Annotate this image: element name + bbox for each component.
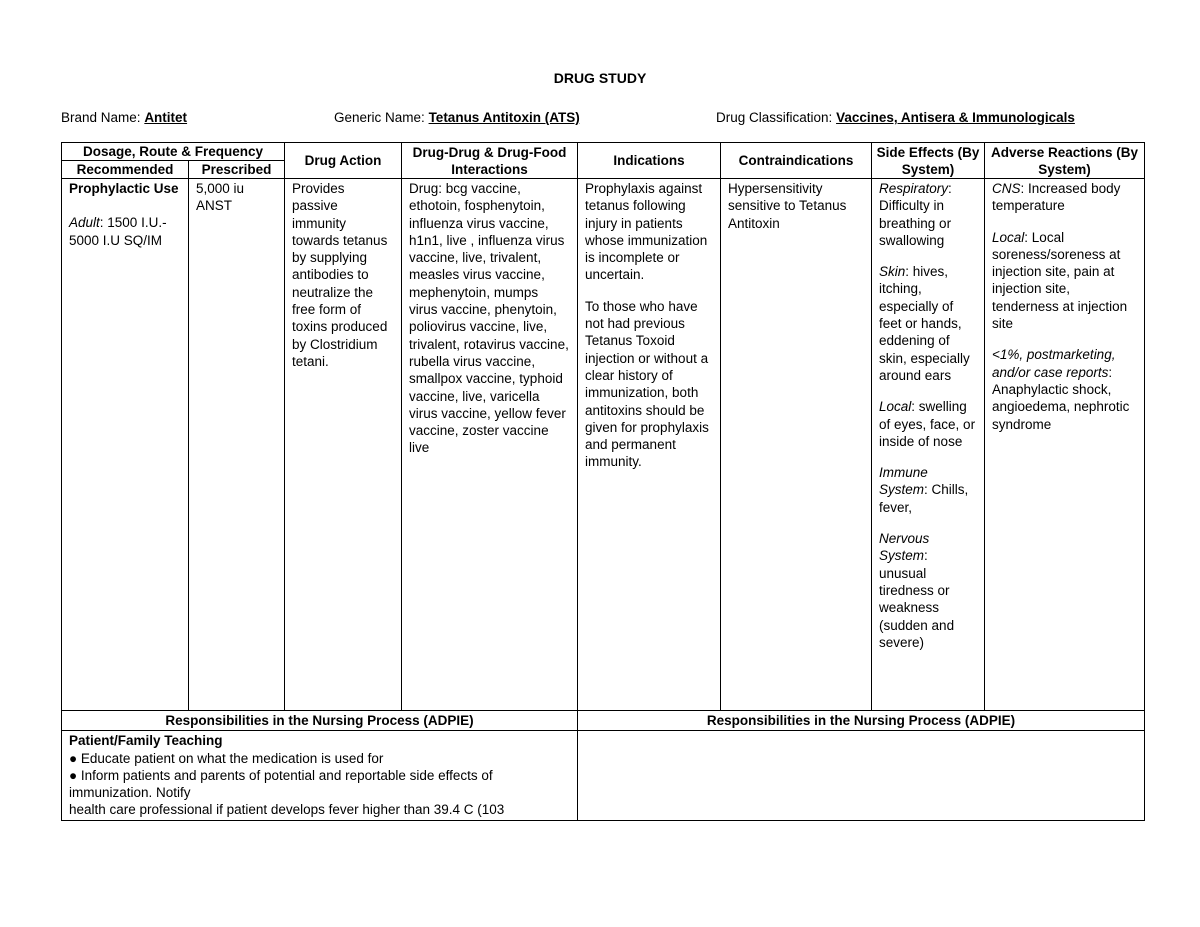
teaching-line-1: ● Educate patient on what the medication is used for bbox=[69, 750, 384, 766]
teaching-title: Patient/Family Teaching bbox=[69, 733, 223, 749]
patient-teaching-cell bbox=[62, 731, 578, 820]
cns-text: : Increased body temperature bbox=[992, 181, 1121, 214]
adverse-local-label: Local bbox=[992, 229, 1025, 245]
skin-text: : hives, itching, especially of feet or hands, eddening of skin, especially around ears bbox=[879, 264, 970, 383]
responsibilities-left-header: Responsibilities in the Nursing Process (ADPIE) bbox=[62, 711, 578, 731]
brand-name bbox=[61, 110, 187, 125]
generic-value: Tetanus Antitoxin (ATS) bbox=[428, 110, 580, 125]
cell-drug-action: Provides passive immunity towards tetanus by supplying antibodies to neutralize the free form of toxins produced by Clostridium tetani. bbox=[285, 179, 402, 711]
header-prescribed: Prescribed bbox=[189, 161, 285, 179]
local-text: : swelling of eyes, face, or inside of nose bbox=[879, 399, 976, 449]
drug-classification bbox=[716, 110, 1075, 125]
nervous-text: : unusual tiredness or weakness (sudden and severe) bbox=[879, 548, 955, 650]
nervous-label: Nervous System bbox=[879, 531, 930, 564]
prophylactic-use: Prophylactic Use bbox=[69, 181, 179, 196]
indication-1: Prophylaxis against tetanus following injury in patients whose immunization is incomplete or uncertain. bbox=[585, 181, 708, 283]
immune-label: Immune System bbox=[879, 465, 928, 498]
header-indications: Indications bbox=[578, 143, 721, 179]
adverse-local-text: : Local soreness/soreness at injection site, pain at injection site, tenderness at injection site bbox=[992, 229, 1128, 332]
cell-side-effects bbox=[872, 179, 985, 711]
class-value: Vaccines, Antisera & Immunologicals bbox=[836, 110, 1075, 125]
post-text: : Anaphylactic shock, angioedema, nephrotic syndrome bbox=[992, 364, 1130, 432]
brand-value: Antitet bbox=[144, 110, 188, 125]
responsibilities-right-header: Responsibilities in the Nursing Process (ADPIE) bbox=[578, 711, 1145, 731]
header-recommended: Recommended bbox=[62, 161, 189, 179]
responsibilities-right-cell bbox=[578, 731, 1145, 820]
generic-label: Generic Name: bbox=[334, 110, 425, 125]
cell-adverse bbox=[985, 179, 1145, 711]
header-side-effects: Side Effects (By System) bbox=[872, 143, 985, 179]
cell-prescribed: 5,000 iu ANST bbox=[189, 179, 285, 711]
immune-text: : Chills, fever, bbox=[879, 482, 969, 515]
indication-2: To those who have not had previous Tetanus Toxoid injection or without a clear history of immunization, both antitoxins should be given for prophylaxis and permanent immunity. bbox=[585, 298, 709, 470]
page-title: DRUG STUDY bbox=[553, 70, 647, 86]
brand-label: Brand Name: bbox=[61, 110, 141, 125]
resp-label: Respiratory bbox=[879, 181, 949, 196]
cell-recommended bbox=[62, 179, 189, 711]
header-dosage: Dosage, Route & Frequency bbox=[62, 143, 285, 161]
cell-contraindications: Hypersensitivity sensitive to Tetanus Antitoxin bbox=[721, 179, 872, 711]
cell-interactions: Drug: bcg vaccine, ethotoin, fosphenytoin, influenza virus vaccine, h1n1, live , influenza virus vaccine, live, trivalent, measles virus vaccine, mephenytoin, mumps virus vaccine, phenytoin, poliovirus vaccine, live, trivalent, rotavirus vaccine, rubella virus vaccine, smallpox vaccine, typhoid vaccine, live, varicella virus vaccine, yellow fever vaccine, zoster vaccine live bbox=[402, 179, 578, 711]
cell-indications bbox=[578, 179, 721, 711]
adult-dose: : 1500 I.U.- 5000 I.U SQ/IM bbox=[69, 215, 167, 248]
class-label: Drug Classification: bbox=[716, 110, 833, 125]
adult-label: Adult bbox=[69, 215, 100, 231]
teaching-line-2: ● Inform patients and parents of potential and reportable side effects of immunization. Notify bbox=[69, 767, 493, 801]
teaching-line-3: health care professional if patient develops fever higher than 39.4 C (103 bbox=[69, 802, 505, 818]
generic-name bbox=[334, 110, 580, 125]
header-drug-action: Drug Action bbox=[285, 143, 402, 179]
local-label: Local bbox=[879, 399, 912, 415]
drug-study-table bbox=[61, 142, 1145, 821]
skin-label: Skin bbox=[879, 264, 906, 280]
post-label: <1%, postmarketing, and/or case reports bbox=[992, 347, 1116, 380]
header-adverse: Adverse Reactions (By System) bbox=[985, 143, 1145, 179]
header-contraindications: Contraindications bbox=[721, 143, 872, 179]
header-interactions: Drug-Drug & Drug-Food Interactions bbox=[402, 143, 578, 179]
resp-text: : Difficulty in breathing or swallowing bbox=[879, 181, 952, 248]
cns-label: CNS bbox=[992, 181, 1021, 196]
